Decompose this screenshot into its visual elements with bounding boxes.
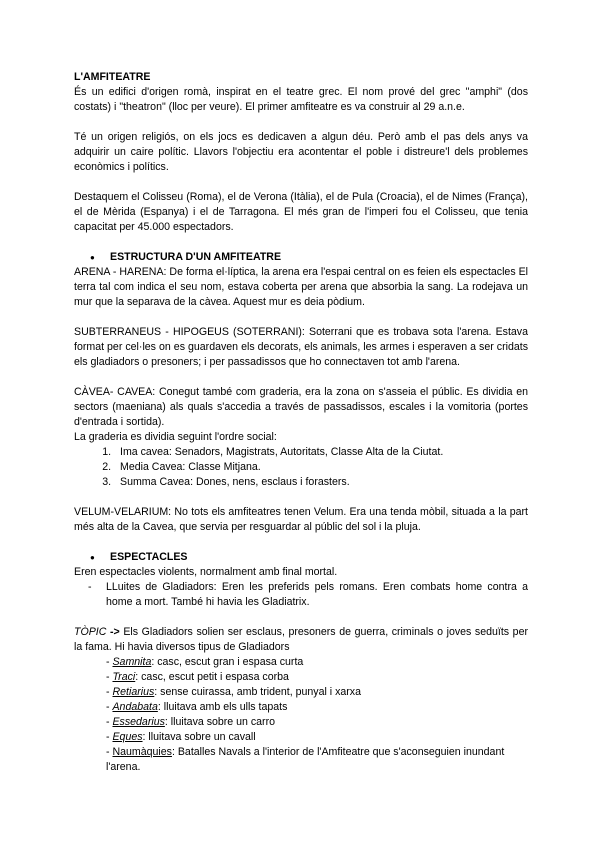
list-item: - Essedarius: lluitava sobre un carro xyxy=(106,716,276,728)
intro-paragraph-2: Té un origen religiós, on els jocs es dedicaven a algun déu. Però amb el pas dels anys va adquirir un caire polític. Llavors l'objectiu era acontentar el poble i distreure'l dels problemes econòmics i polítics. xyxy=(74,131,528,173)
list-item: - Eques: lluitava sobre un cavall xyxy=(106,731,256,743)
gladiator-types-list xyxy=(106,655,528,775)
list-item: 2. Media Cavea: Classe Mitjana. xyxy=(114,460,528,475)
bullet-icon: ● xyxy=(90,253,95,262)
type-name: Eques xyxy=(112,731,143,743)
list-item: 3. Summa Cavea: Dones, nens, esclaus i forasters. xyxy=(114,475,528,490)
document-page xyxy=(74,70,528,775)
graderia-list xyxy=(74,445,528,490)
list-item: - Samnita: casc, escut gran i espasa curta xyxy=(106,656,304,668)
topic-label: TÒPIC xyxy=(74,626,107,638)
spectacles-intro: Eren espectacles violents, normalment amb final mortal. xyxy=(74,566,338,578)
arena-paragraph: ARENA - HARENA: De forma el·líptica, la arena era l'espai central on es feien els espectacles El terra tal com indica el seu nom, estava coberta per arena que absorbia la sang. La rodejava un mur que la separava de la càvea. Aquest mur es deia pòdium. xyxy=(74,266,528,308)
type-name: Andabata xyxy=(112,701,158,713)
topic-text: Els Gladiadors solien ser esclaus, presoners de guerra, criminals o joves seduïts per la fama. Hi havia diversos tipus de Gladiadors xyxy=(74,626,528,653)
type-name: Traci xyxy=(112,671,136,683)
list-item: - Andabata: lluitava amb els ulls tapats xyxy=(106,701,288,713)
graderia-intro: La graderia es dividia seguint l'ordre social: xyxy=(74,431,277,443)
lluites-item xyxy=(88,580,528,610)
type-name: Naumàquies xyxy=(112,746,172,758)
section-heading-text: ESPECTACLES xyxy=(110,551,188,563)
type-name: Essedarius xyxy=(112,716,165,728)
page-title: L'AMFITEATRE xyxy=(74,71,151,83)
intro-paragraph-3: Destaquem el Colisseu (Roma), el de Verona (Itàlia), el de Pula (Croacia), el de Nimes (França), el de Mèrida (Espanya) i el de Tarragona. El més gran de l'imperi fou el Colisseu, que tenia capacitat per 45.000 espectadors. xyxy=(74,191,528,233)
arrow-icon: -> xyxy=(109,626,120,638)
section-heading-text: ESTRUCTURA D'UN AMFITEATRE xyxy=(110,251,282,263)
topic-paragraph xyxy=(74,625,528,655)
type-name: Retiarius xyxy=(112,686,155,698)
dash-marker: - xyxy=(88,581,92,593)
list-item: - Retiarius: sense cuirassa, amb trident, punyal i xarxa xyxy=(106,686,361,698)
intro-paragraph-1: És un edifici d'origen romà, inspirat en el teatre grec. El nom prové del grec "amphi" (dos costats) i "theatron" (lloc per veure). El primer amfiteatre es va construir al 29 a.n.e. xyxy=(74,86,528,113)
subterraneus-paragraph: SUBTERRANEUS - HIPOGEUS (SOTERRANI): Soterrani que es trobava sota l'arena. Estava format per cel·les on es guardaven els decorats, els animals, les armes i esperaven a ser cridats els gladiadors o presoners; i per passadissos que ho connectaven tot amb l'arena. xyxy=(74,326,528,368)
list-item: - Naumàquies: Batalles Navals a l'interior de l'Amfiteatre que s'aconseguien inundant l'arena. xyxy=(106,746,505,773)
list-item: 1. Ima cavea: Senadors, Magistrats, Autoritats, Classe Alta de la Ciutat. xyxy=(114,445,528,460)
section-heading-spectacles xyxy=(90,550,528,565)
lluites-text: LLuites de Gladiadors: Eren les preferids pels romans. Eren combats home contra a home a mort. També hi havia les Gladiatrix. xyxy=(106,581,528,608)
cavea-paragraph: CÀVEA- CAVEA: Conegut també com graderia, era la zona on s'asseia el públic. Es dividia en sectors (maeniana) als quals s'accedia a través de passadissos, escales i la vomitoria (portes d'entrada i sortida). xyxy=(74,386,528,428)
velum-paragraph: VELUM-VELARIUM: No tots els amfiteatres tenen Velum. Era una tenda mòbil, situada a la part més alta de la Cavea, que servia per resguardar al públic del sol i la pluja. xyxy=(74,506,528,533)
type-name: Samnita xyxy=(112,656,152,668)
list-item: - Traci: casc, escut petit i espasa corba xyxy=(106,671,289,683)
bullet-icon: ● xyxy=(90,553,95,562)
section-heading-structure xyxy=(90,250,528,265)
